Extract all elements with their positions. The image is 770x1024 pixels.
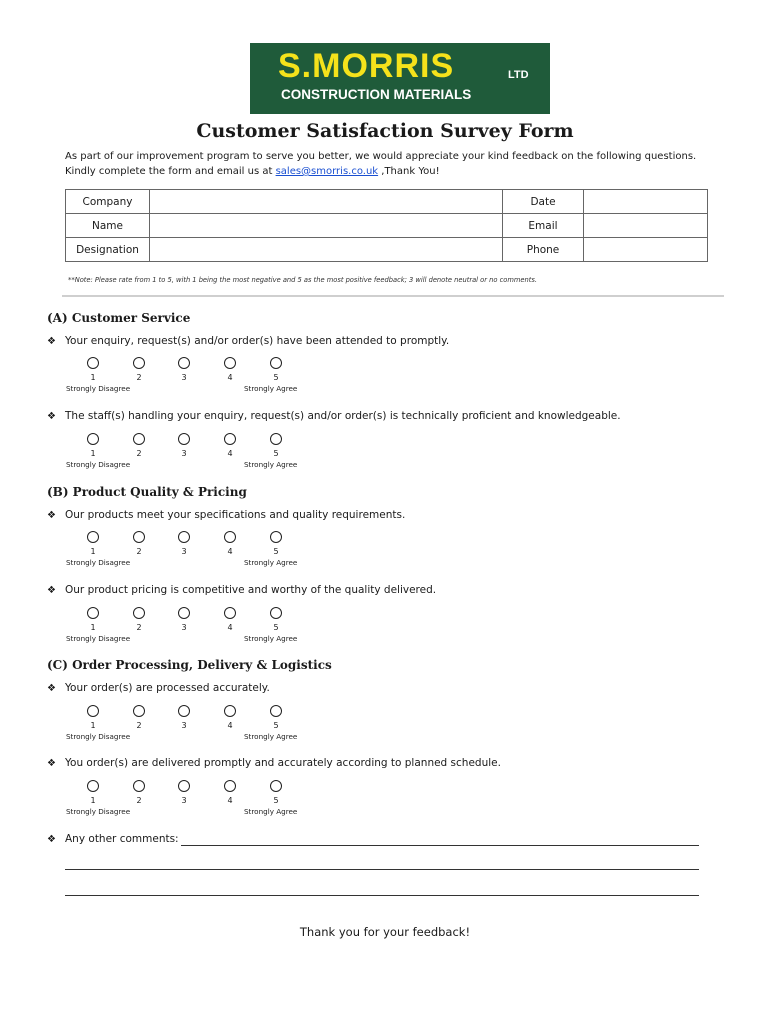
rating-radio-1[interactable] [87, 705, 99, 717]
rating-number-1: 1 [90, 547, 96, 556]
rating-radio-5[interactable] [270, 357, 282, 369]
thank-you-message: Thank you for your feedback! [299, 925, 471, 939]
rating-radio-5[interactable] [270, 433, 282, 445]
date-label: Date [503, 190, 584, 214]
rating-radio-3[interactable] [178, 780, 190, 792]
rating-radio-5[interactable] [270, 531, 282, 543]
rating-radio-1[interactable] [87, 357, 99, 369]
rating-number-5: 5 [273, 547, 279, 556]
rating-radio-5[interactable] [270, 607, 282, 619]
rating-radio-4[interactable] [224, 531, 236, 543]
company-logo [250, 43, 550, 114]
rating-number-4: 4 [227, 449, 233, 458]
rating-number-5: 5 [273, 721, 279, 730]
strongly-agree-label: Strongly Agree [244, 558, 298, 567]
question-b1 [47, 509, 405, 521]
strongly-agree-label: Strongly Agree [244, 460, 298, 469]
rating-number-4: 4 [227, 547, 233, 556]
rating-number-5: 5 [273, 373, 279, 382]
rating-number-3: 3 [181, 449, 187, 458]
bullet-icon: ❖ [47, 683, 56, 694]
rating-radio-2[interactable] [133, 433, 145, 445]
bullet-icon: ❖ [47, 411, 56, 422]
rating-radio-1[interactable] [87, 531, 99, 543]
rating-radio-2[interactable] [133, 607, 145, 619]
phone-field[interactable] [584, 238, 708, 262]
rating-number-4: 4 [227, 796, 233, 805]
strongly-disagree-label: Strongly Disagree [66, 384, 131, 393]
question-c2 [47, 757, 501, 769]
rating-radio-3[interactable] [178, 357, 190, 369]
question-a1 [47, 335, 449, 347]
rating-number-5: 5 [273, 623, 279, 632]
rating-radio-1[interactable] [87, 780, 99, 792]
rating-number-4: 4 [227, 721, 233, 730]
rating-radio-4[interactable] [224, 607, 236, 619]
comments-label: Any other comments: [65, 833, 179, 845]
rating-radio-2[interactable] [133, 705, 145, 717]
phone-label: Phone [503, 238, 584, 262]
strongly-disagree-label: Strongly Disagree [66, 558, 131, 567]
comments-line-2[interactable] [65, 869, 699, 870]
rating-radio-4[interactable] [224, 780, 236, 792]
rating-radio-3[interactable] [178, 705, 190, 717]
logo-main-text: S.MORRIS [278, 47, 455, 85]
section-b-title: (B) Product Quality & Pricing [47, 485, 247, 499]
rating-number-2: 2 [136, 721, 142, 730]
rating-radio-1[interactable] [87, 607, 99, 619]
rating-radio-4[interactable] [224, 357, 236, 369]
rating-number-2: 2 [136, 449, 142, 458]
rating-number-1: 1 [90, 623, 96, 632]
rating-radio-1[interactable] [87, 433, 99, 445]
rating-number-2: 2 [136, 373, 142, 382]
rating-radio-2[interactable] [133, 531, 145, 543]
logo-sub-text: CONSTRUCTION MATERIALS [281, 87, 472, 102]
rating-radio-2[interactable] [133, 780, 145, 792]
rating-radio-4[interactable] [224, 705, 236, 717]
bullet-icon: ❖ [47, 585, 56, 596]
strongly-disagree-label: Strongly Disagree [66, 732, 131, 741]
bullet-icon: ❖ [47, 336, 56, 347]
strongly-disagree-label: Strongly Disagree [66, 634, 131, 643]
rating-number-3: 3 [181, 623, 187, 632]
page-title: Customer Satisfaction Survey Form [196, 120, 574, 142]
rating-number-1: 1 [90, 449, 96, 458]
section-c-title: (C) Order Processing, Delivery & Logistics [47, 658, 332, 672]
rating-number-4: 4 [227, 623, 233, 632]
question-c2-text: You order(s) are delivered promptly and accurately according to planned schedule. [65, 757, 501, 769]
rating-number-3: 3 [181, 796, 187, 805]
rating-number-4: 4 [227, 373, 233, 382]
contact-info-table [65, 189, 708, 262]
rating-note: **Note: Please rate from 1 to 5, with 1 being the most negative and 5 as the most positive feedback; 3 will denote neutral or no comments. [68, 276, 537, 284]
intro-text-1: As part of our improvement program to serve you better, we would appreciate your kind feedback on the following questions. Kindly complete the form and email us at [65, 151, 697, 177]
strongly-agree-label: Strongly Agree [244, 384, 298, 393]
company-field[interactable] [150, 190, 503, 214]
date-field[interactable] [584, 190, 708, 214]
question-c1 [47, 682, 270, 694]
rating-radio-3[interactable] [178, 531, 190, 543]
comments-line-1[interactable] [181, 845, 699, 846]
bullet-icon: ❖ [47, 834, 56, 845]
bullet-icon: ❖ [47, 758, 56, 769]
comments-line-3[interactable] [65, 895, 699, 896]
email-label: Email [503, 214, 584, 238]
rating-number-5: 5 [273, 449, 279, 458]
rating-number-3: 3 [181, 721, 187, 730]
rating-number-1: 1 [90, 373, 96, 382]
question-b1-text: Our products meet your specifications and quality requirements. [65, 509, 406, 521]
rating-radio-3[interactable] [178, 433, 190, 445]
intro-paragraph [65, 149, 715, 179]
question-a2 [47, 410, 621, 422]
strongly-agree-label: Strongly Agree [244, 807, 298, 816]
email-link[interactable]: sales@smorris.co.uk [275, 166, 379, 177]
email-field[interactable] [584, 214, 708, 238]
question-c1-text: Your order(s) are processed accurately. [65, 682, 270, 694]
rating-number-1: 1 [90, 796, 96, 805]
rating-number-2: 2 [136, 547, 142, 556]
comments-question [47, 833, 179, 845]
rating-number-3: 3 [181, 547, 187, 556]
logo-ltd-text: LTD [508, 69, 529, 81]
name-field[interactable] [150, 214, 503, 238]
designation-label: Designation [66, 238, 150, 262]
strongly-disagree-label: Strongly Disagree [66, 807, 131, 816]
question-b2 [47, 584, 436, 596]
rating-radio-5[interactable] [270, 780, 282, 792]
designation-field[interactable] [150, 238, 503, 262]
strongly-agree-label: Strongly Agree [244, 634, 298, 643]
rating-radio-4[interactable] [224, 433, 236, 445]
question-b2-text: Our product pricing is competitive and worthy of the quality delivered. [65, 584, 437, 596]
rating-number-3: 3 [181, 373, 187, 382]
strongly-disagree-label: Strongly Disagree [66, 460, 131, 469]
rating-radio-3[interactable] [178, 607, 190, 619]
bullet-icon: ❖ [47, 510, 56, 521]
rating-number-2: 2 [136, 796, 142, 805]
rating-radio-5[interactable] [270, 705, 282, 717]
name-label: Name [66, 214, 150, 238]
intro-text-2: ,Thank You! [378, 166, 440, 177]
divider [62, 295, 724, 297]
section-a-title: (A) Customer Service [47, 311, 191, 325]
rating-number-2: 2 [136, 623, 142, 632]
rating-number-5: 5 [273, 796, 279, 805]
rating-radio-2[interactable] [133, 357, 145, 369]
strongly-agree-label: Strongly Agree [244, 732, 298, 741]
company-label: Company [66, 190, 150, 214]
rating-number-1: 1 [90, 721, 96, 730]
question-a1-text: Your enquiry, request(s) and/or order(s) have been attended to promptly. [65, 335, 450, 347]
question-a2-text: The staff(s) handling your enquiry, request(s) and/or order(s) is technically proficient and knowledgeable. [65, 410, 621, 422]
